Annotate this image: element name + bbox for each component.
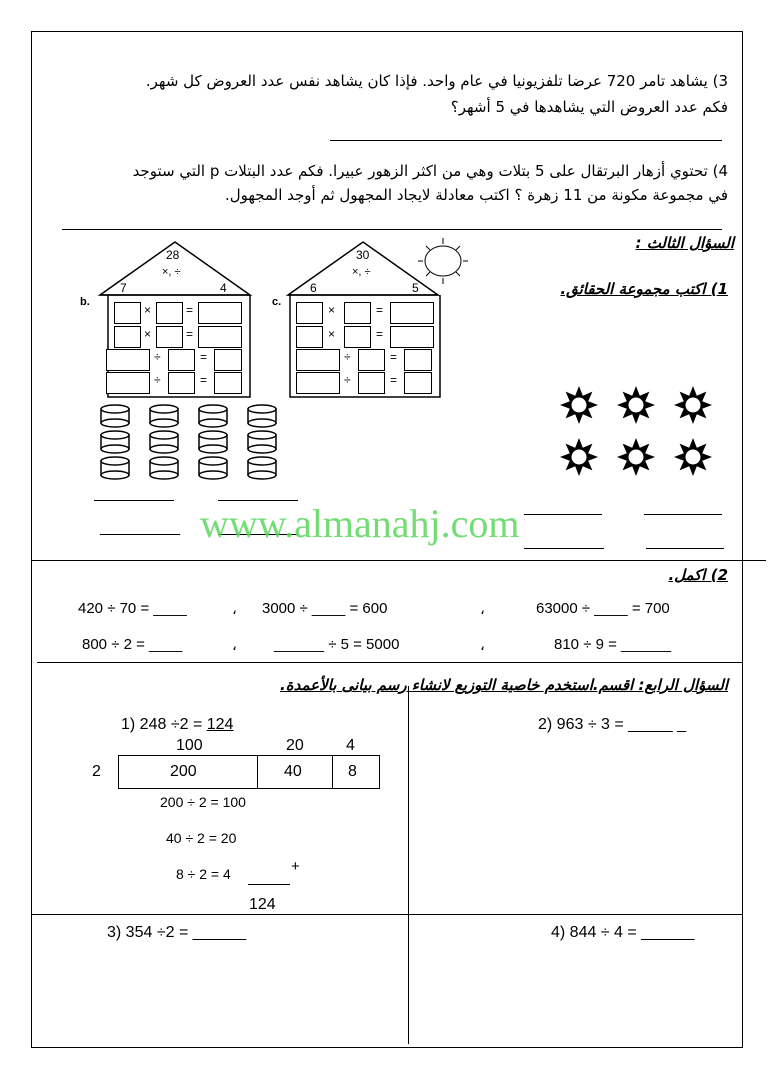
- times-sign: ×: [144, 327, 152, 341]
- step: 40 ÷ 2 = 20: [166, 830, 237, 846]
- problem1-answer: 124: [206, 716, 234, 733]
- answer-line: [94, 500, 174, 501]
- cylinder-icon: [199, 457, 227, 479]
- house-b-box[interactable]: [214, 349, 242, 371]
- problem2: 2) 963 ÷ 3 = _____ _: [538, 716, 687, 733]
- house-c-box[interactable]: [404, 349, 432, 371]
- answer-line: [524, 548, 604, 549]
- watermark: www.almanahj.com: [200, 501, 520, 546]
- sun-icon: [412, 236, 474, 286]
- house-c-box[interactable]: [358, 372, 385, 394]
- cylinders-array: [93, 401, 283, 481]
- house-b-box[interactable]: [168, 349, 195, 371]
- flower-icon: [560, 438, 598, 476]
- cylinder-icon: [199, 431, 227, 453]
- house-c-box[interactable]: [344, 326, 371, 348]
- equals-sign: =: [186, 303, 194, 317]
- area-cell: 40: [284, 763, 302, 780]
- partial-head: 4: [346, 737, 355, 754]
- house-b-box[interactable]: [214, 372, 242, 394]
- divider: [31, 914, 743, 915]
- area-divider: [332, 755, 333, 789]
- s3-question1: 1) اكتب مجموعة الحقائق.: [560, 280, 728, 298]
- equals-sign: =: [186, 327, 194, 341]
- house-c-box[interactable]: [404, 372, 432, 394]
- cylinder-icon: [248, 457, 276, 479]
- equals-sign: =: [390, 350, 398, 364]
- house-b-box[interactable]: [114, 302, 141, 324]
- equals-sign: =: [376, 303, 384, 317]
- q3-answer-line: [330, 140, 722, 141]
- times-sign: ×: [144, 303, 152, 317]
- complete-item: 810 ÷ 9 = ______: [554, 636, 672, 653]
- cylinder-icon: [150, 457, 178, 479]
- times-sign: ×: [328, 303, 336, 317]
- cylinder-icon: [248, 405, 276, 427]
- flower-icon: [617, 438, 655, 476]
- equals-sign: =: [200, 350, 208, 364]
- flower-icon: [674, 386, 712, 424]
- house-b-box[interactable]: [198, 326, 242, 348]
- q3-line1: 3) يشاهد تامر 720 عرضا تلفزيونيا في عام واحد. فإذا كان يشاهد نفس عدد العروض كل شهر.: [145, 72, 728, 90]
- problem1-label: 1) 248 ÷2 =: [121, 716, 207, 733]
- complete-item: ______ ÷ 5 = 5000: [274, 636, 400, 653]
- house-b-top: 28: [166, 248, 180, 262]
- answer-line: [100, 534, 180, 535]
- fact-family-house-b: [80, 240, 260, 400]
- house-b-box[interactable]: [168, 372, 195, 394]
- cylinder-icon: [248, 431, 276, 453]
- house-c-box[interactable]: [296, 372, 340, 394]
- div-sign: ÷: [154, 373, 161, 387]
- house-c-box[interactable]: [296, 326, 323, 348]
- flowers-array: [555, 385, 725, 485]
- times-sign: ×: [328, 327, 336, 341]
- q4-line1: 4) تحتوي أزهار البرتقال على 5 بتلات وهي من اكثر الزهور عبيرا. فكم عدد البتلات p التي ستوجد: [132, 162, 728, 180]
- house-b-box[interactable]: [106, 349, 150, 371]
- house-c-box[interactable]: [344, 302, 371, 324]
- house-c-box[interactable]: [390, 326, 434, 348]
- cylinder-icon: [101, 405, 129, 427]
- area-cell: 8: [348, 763, 357, 780]
- answer-line: [524, 514, 602, 515]
- problem1: [121, 716, 233, 734]
- cylinder-icon: [150, 405, 178, 427]
- section3-title: السؤال الثالث :: [635, 234, 734, 252]
- flower-icon: [617, 386, 655, 424]
- equals-sign: =: [376, 327, 384, 341]
- step: 8 ÷ 2 = 4: [176, 866, 231, 882]
- house-c-label: c.: [272, 296, 282, 308]
- answer-line: [644, 514, 722, 515]
- section4-title: السؤال الرابع: اقسم.استخدم خاصية التوزيع لانشاء رسم بيانى بالأعمدة.: [280, 676, 728, 694]
- equals-sign: =: [200, 373, 208, 387]
- separator: ،: [232, 637, 237, 654]
- house-c-ops: ×, ÷: [352, 266, 371, 278]
- problem4: 4) 844 ÷ 4 = ______: [551, 924, 695, 941]
- house-b-box[interactable]: [198, 302, 242, 324]
- cylinder-icon: [101, 431, 129, 453]
- house-c-top: 30: [356, 248, 370, 262]
- step: 200 ÷ 2 = 100: [160, 794, 246, 810]
- s3-question2: 2) اكمل.: [668, 566, 728, 584]
- house-b-box[interactable]: [156, 326, 183, 348]
- house-c-box[interactable]: [296, 349, 340, 371]
- flower-icon: [674, 438, 712, 476]
- house-b-box[interactable]: [106, 372, 150, 394]
- house-c-left: 6: [310, 281, 317, 295]
- house-b-box[interactable]: [156, 302, 183, 324]
- divider: [37, 662, 743, 663]
- house-b-box[interactable]: [114, 326, 141, 348]
- flower-icon: [560, 386, 598, 424]
- house-b-left: 7: [120, 281, 127, 295]
- partial-head: 20: [286, 737, 304, 754]
- separator: ،: [480, 601, 485, 618]
- complete-item: 420 ÷ 70 = ____: [78, 600, 187, 617]
- div-sign: ÷: [154, 350, 161, 364]
- divisor: 2: [92, 763, 101, 780]
- cylinder-icon: [150, 431, 178, 453]
- complete-item: 63000 ÷ ____ = 700: [536, 600, 670, 617]
- partial-head: 100: [176, 737, 203, 754]
- complete-item: 800 ÷ 2 = ____: [82, 636, 183, 653]
- sum-line: [248, 884, 290, 885]
- house-c-box[interactable]: [296, 302, 323, 324]
- problem3: 3) 354 ÷2 = ______: [107, 924, 247, 941]
- area-model: [118, 755, 380, 789]
- q4-line2: في مجموعة مكونة من 11 زهرة ؟ اكتب معادلة لايجاد المجهول ثم أوجد المجهول.: [224, 186, 728, 204]
- complete-item: 3000 ÷ ____ = 600: [262, 600, 388, 617]
- house-b-ops: ×, ÷: [162, 266, 181, 278]
- divider: [31, 560, 766, 561]
- answer-line: [646, 548, 724, 549]
- house-c-box[interactable]: [390, 302, 434, 324]
- q3-line2: فكم عدد العروض التي يشاهدها في 5 أشهر؟: [450, 98, 728, 116]
- equals-sign: =: [390, 373, 398, 387]
- separator: ،: [232, 601, 237, 618]
- div-sign: ÷: [344, 373, 351, 387]
- div-sign: ÷: [344, 350, 351, 364]
- sum-total: 124: [249, 896, 276, 913]
- divider-vertical: [408, 686, 409, 1044]
- cylinder-icon: [199, 405, 227, 427]
- area-cell: 200: [170, 763, 197, 780]
- house-c-right: 5: [412, 281, 419, 295]
- house-b-label: b.: [80, 296, 90, 308]
- cylinder-icon: [101, 457, 129, 479]
- area-divider: [257, 755, 258, 789]
- separator: ،: [480, 637, 485, 654]
- house-c-box[interactable]: [358, 349, 385, 371]
- q4-answer-line: [62, 229, 722, 230]
- house-b-right: 4: [220, 281, 227, 295]
- plus-sign: +: [291, 858, 300, 875]
